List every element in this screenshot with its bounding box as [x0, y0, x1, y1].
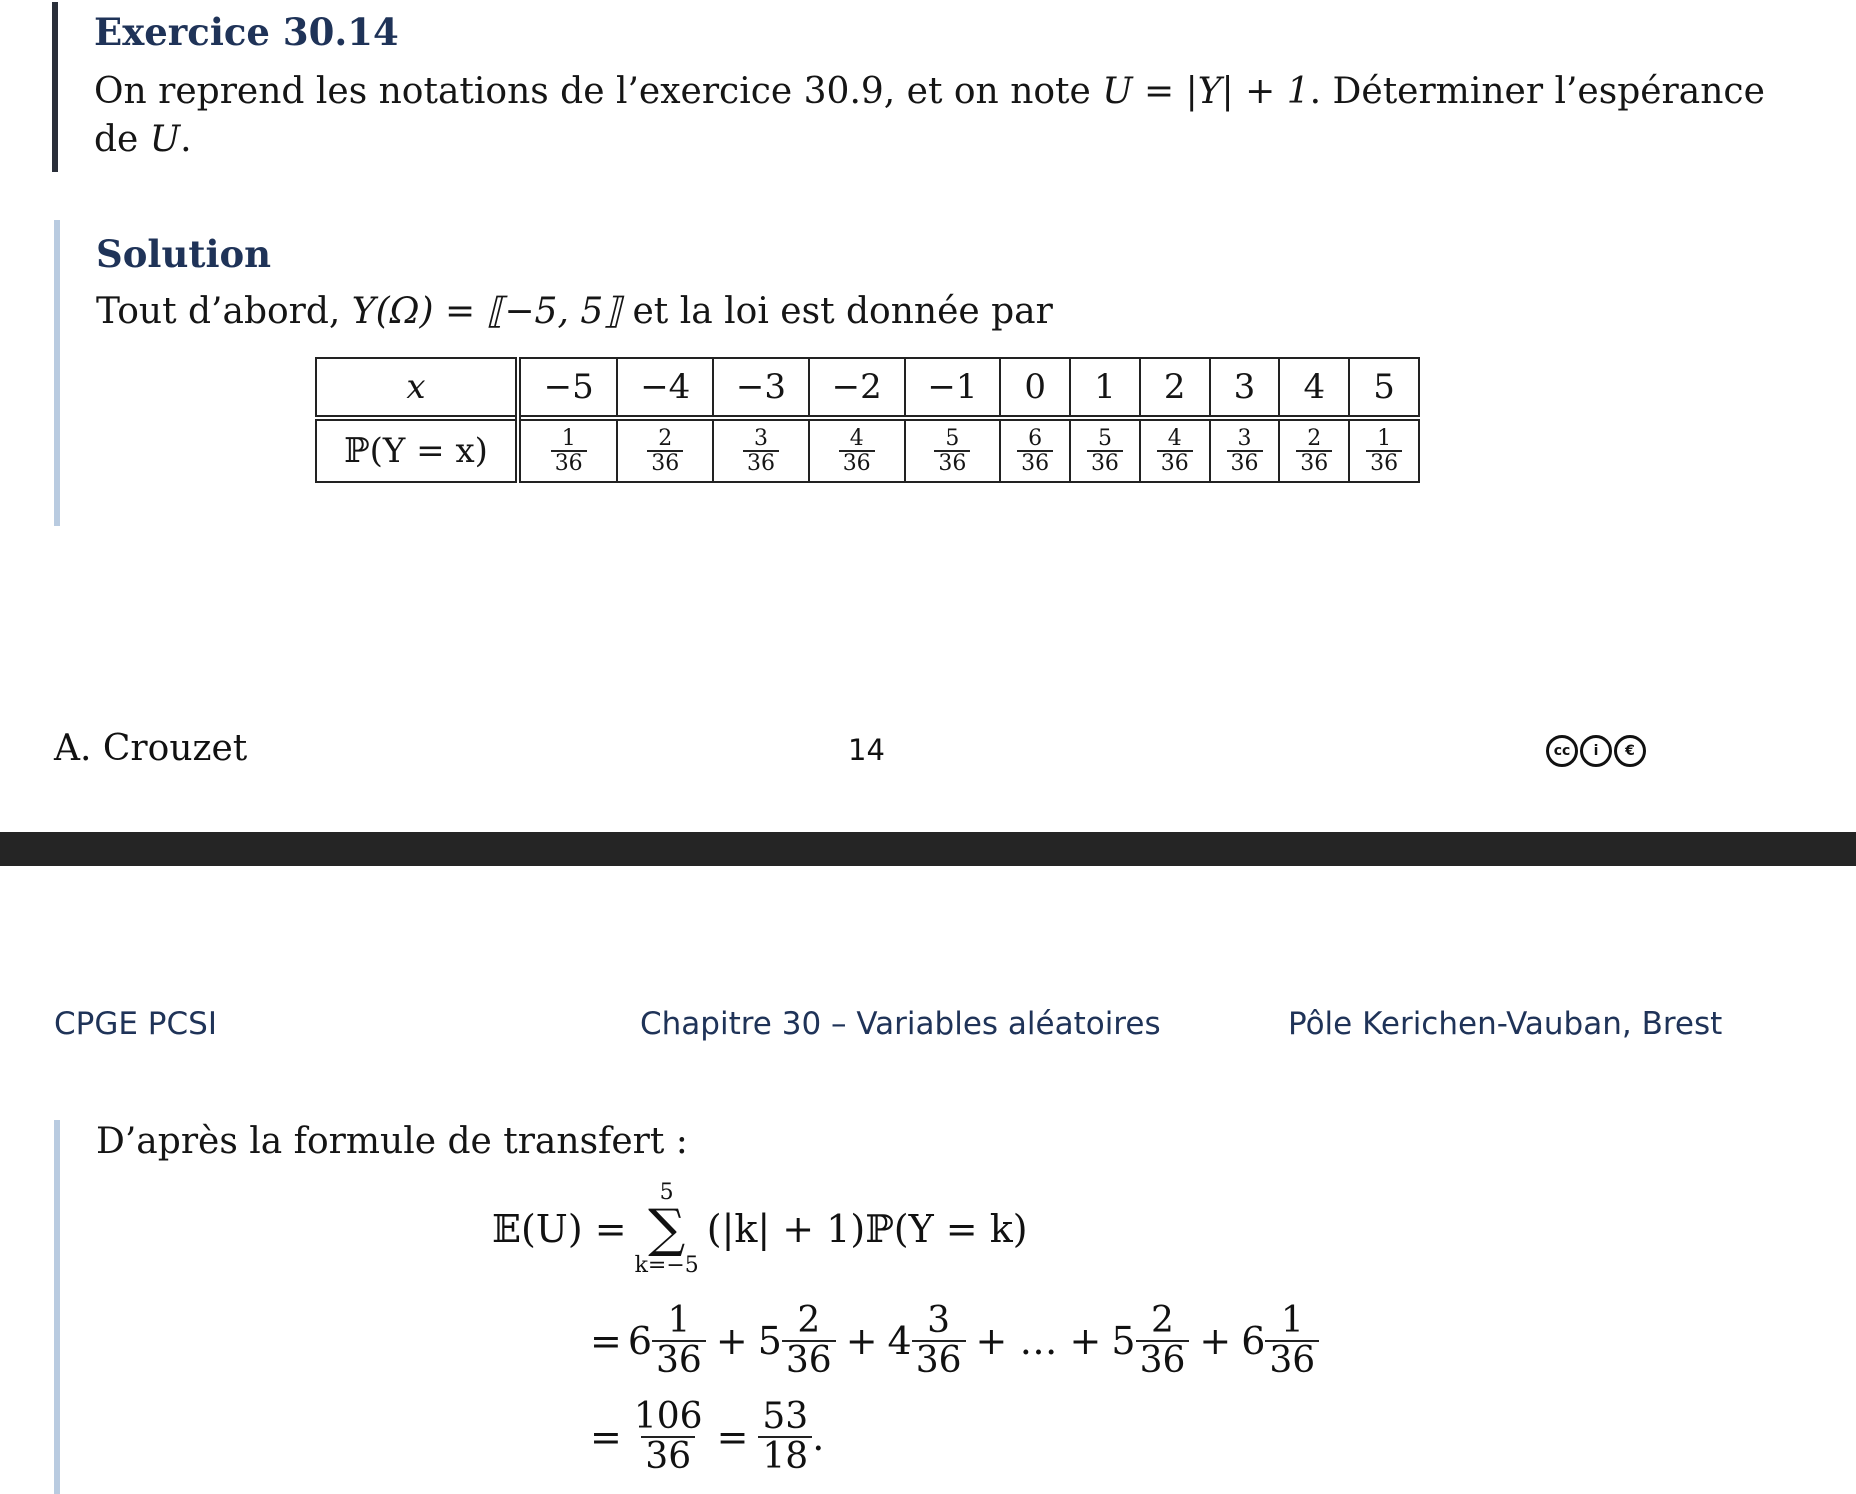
sum-operator: 5 ∑ k=−5	[634, 1180, 699, 1278]
table-cell-prob: $\frac{2}{36}$	[617, 418, 713, 482]
table-cell-prob: $\frac{1}{36}$	[1349, 418, 1419, 482]
exercise-statement-line1: On reprend les notations de l’exercice 30.9, et on note U = |Y| + 1. Déterminer l’espérance	[94, 71, 1765, 112]
page-separator	[0, 832, 1856, 866]
solution-bar-continued	[54, 1120, 60, 1494]
term-coefficient: 6	[1241, 1318, 1266, 1363]
table-cell-x: 5	[1349, 358, 1419, 418]
header-left: CPGE PCSI	[54, 1006, 217, 1042]
exercise-title: Exercice 30.14	[94, 10, 399, 54]
table-cell-x: −5	[518, 358, 617, 418]
term-coefficient: 6	[627, 1318, 653, 1363]
exercise-math-u-def: U = |Y| + 1	[1102, 71, 1310, 112]
page-number: 14	[848, 733, 885, 767]
solution-title: Solution	[96, 232, 272, 276]
table-cell-prob: $\frac{3}{36}$	[1210, 418, 1280, 482]
table-row-x	[316, 358, 1419, 418]
term-coefficient: 4	[887, 1318, 912, 1363]
term-fraction: $\frac{1}{36}$	[1265, 1302, 1319, 1380]
equation-line-3: = $\frac{106}{36}$ = $\frac{53}{18}$ .	[590, 1396, 825, 1477]
table-cell-prob: $\frac{4}{36}$	[809, 418, 905, 482]
fraction-106-36: $\frac{106}{36}$	[633, 1396, 703, 1477]
table-cell-x: −3	[713, 358, 809, 418]
table-cell-prob: $\frac{2}{36}$	[1279, 418, 1349, 482]
solution-bar	[54, 220, 60, 526]
table-cell-x: −4	[617, 358, 713, 418]
license-badge	[1546, 735, 1646, 767]
exercise-statement-line2: de U.	[94, 119, 192, 160]
cc-icon: cc	[1546, 735, 1578, 767]
table-cell-x: 0	[1000, 358, 1070, 418]
exercise-bar	[52, 2, 58, 172]
probability-table	[315, 357, 1420, 483]
table-cell-prob: $\frac{4}{36}$	[1140, 418, 1210, 482]
operator: +	[845, 1318, 878, 1363]
term-fraction: $\frac{2}{36}$	[1136, 1302, 1190, 1380]
term-coefficient: 5	[757, 1318, 782, 1363]
table-cell-prob: $\frac{1}{36}$	[518, 418, 617, 482]
table-cell-prob: $\frac{6}{36}$	[1000, 418, 1070, 482]
equation-line-2: = 6 $\frac{1}{36}$ + 5 $\frac{2}{36}$ + 4 $\frac{3}{36}$ + … + 5 $\frac{2}{36}$ + 6 $\frac{1}{36}$	[590, 1302, 1319, 1380]
header-center: Chapitre 30 – Variables aléatoires	[640, 1006, 1161, 1042]
table-cell-x: 4	[1279, 358, 1349, 418]
nc-icon: €	[1614, 735, 1646, 767]
table-cell-x: 3	[1210, 358, 1280, 418]
solution-intro: Tout d’abord, Y(Ω) = ⟦−5, 5⟧ et la loi est donnée par	[96, 291, 1053, 332]
fraction-53-18: $\frac{53}{18}$	[758, 1398, 812, 1476]
term-fraction: $\frac{1}{36}$	[652, 1302, 706, 1380]
operator: +	[715, 1318, 748, 1363]
transfer-intro: D’après la formule de transfert :	[96, 1121, 688, 1162]
term-coefficient: 5	[1111, 1318, 1136, 1363]
table-cell-x: −2	[809, 358, 905, 418]
table-cell-x: 2	[1140, 358, 1210, 418]
table-header-prob: ℙ(Y = x)	[316, 418, 518, 482]
equation-line-1	[492, 1180, 1028, 1278]
term-fraction: $\frac{3}{36}$	[912, 1302, 966, 1380]
expectation-lhs: 𝔼(U) =	[492, 1207, 627, 1251]
operator: + … +	[975, 1318, 1102, 1363]
table-cell-prob: $\frac{3}{36}$	[713, 418, 809, 482]
footer-author: A. Crouzet	[54, 728, 248, 769]
header-right: Pôle Kerichen-Vauban, Brest	[1288, 1006, 1723, 1042]
support-math: Y(Ω) = ⟦−5, 5⟧	[351, 291, 622, 332]
sum-body: (|k| + 1)ℙ(Y = k)	[706, 1207, 1028, 1251]
table-row-prob	[316, 418, 1419, 482]
table-cell-x: −1	[905, 358, 1001, 418]
operator: +	[1199, 1318, 1232, 1363]
table-header-x: x	[316, 358, 518, 418]
term-fraction: $\frac{2}{36}$	[782, 1302, 836, 1380]
table-cell-prob: $\frac{5}{36}$	[1070, 418, 1140, 482]
by-icon: i	[1580, 735, 1612, 767]
table-cell-prob: $\frac{5}{36}$	[905, 418, 1001, 482]
table-cell-x: 1	[1070, 358, 1140, 418]
